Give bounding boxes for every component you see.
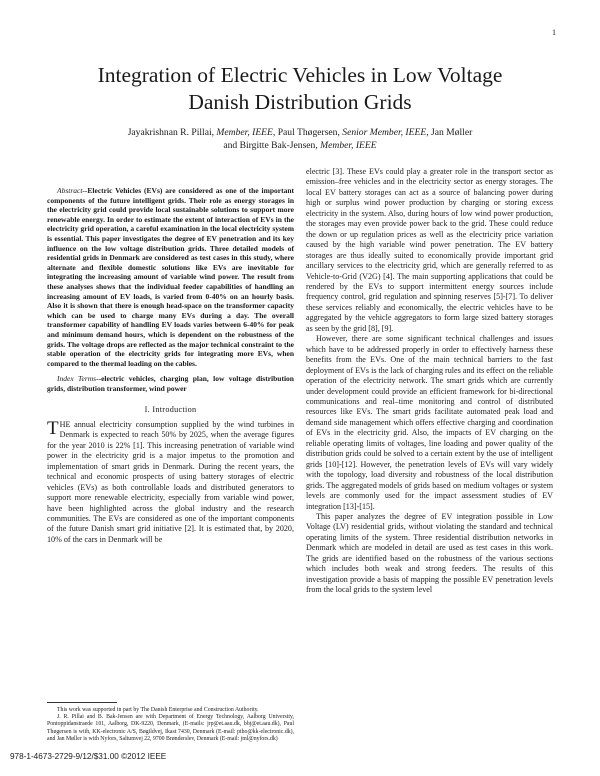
intro-text: HE annual electricity consumption supplied by the wind turbines in Denmark is expected to reach 50% by 2025, when the average figures for the year 2010 is 22% [1]. This increasing penetration of variable wind power in the electricity grid is a major impetus to the promotion and implementation of smart grids in Denmark. During the recent years, the technical and economic prospects of using battery storages of electric vehicles (EVs) as both controllable loads and distributed generators to support more renewable electricity, especially from variable wind power, have been highlighted across the global industry and the research communities. The EVs are considered as one of the important components of the future Danish smart grid initiative [2]. It is estimated that, by 2020, 10% of the cars in Denmark will be bbox=[47, 419, 294, 544]
abstract-text: --Electric Vehicles (EVs) are considered as one of the important components of the future intelligent grids. Their role as energy storages in the electricity grid could provide local sustainable solutions to support more renewable energy. In order to estimate the extent of interaction of EVs in the electricity grid operation, a careful examination in the local electricity system is essential. This paper investigates the degree of EV penetration and its key influence on the low voltage distribution grids. Three detailed models of residential grids in Denmark are considered as test cases in this study, where alternate and flexible domestic solutions like EVs are inevitable for integrating the increasing amount of variable wind power. The result from these analyses shows that the individual feeder capabilities of handling an increasing amount of EV loads, is varied from 0-40% on an hourly basis. Also it is shown that there is enough head-space on the transformer capacity which can be used to charge many EVs during a day. The overall transformer capability of handling EV loads varies between 6-40% for peak and minimum demand hours, which is dependent on the robustness of the grids. The voltage drops are reflected as the major technical constraint to the stable operation of the electricity grids for integrating more EVs, when compared to the thermal loading on the cables. bbox=[47, 186, 294, 368]
author-1-role: Member, IEEE bbox=[216, 127, 273, 138]
footnote-rule bbox=[47, 702, 117, 703]
left-column bbox=[47, 186, 294, 545]
copyright-footer: 978-1-4673-2729-9/12/$31.00 ©2012 IEEE bbox=[10, 752, 167, 761]
right-paragraph-3: This paper analyzes the degree of EV integration possible in Low Voltage (LV) residential grids, without violating the standard and technical operating limits of the system. Three residential distribution networks in Denmark which are modeled in detail are used as test cases in this work. The grids are identified based on the robustness of the various sections which includes both weak and strong feeders. The results of this investigation provide a basis of mapping the possible EV penetration levels from the local grids to the system level bbox=[306, 511, 553, 595]
title-line-2: Danish Distribution Grids bbox=[188, 90, 412, 114]
footnote-2: J. R. Pillai and B. Bak-Jensen are with Department of Energy Technology, Aalborg University, Pontoppidanstraede 101, Aalborg, DK-9220, Denmark, (E-mails: jrp@et.aau.dk, bbj@et.aau.dk), Paul Thøgersen is with, KK-electronic A/S, Bøgildvej, Ikast 7430, Denmark (E-mail: ptho@kk-electronic.dk), and Jan Møller is with Nyfors, Saltumvej 22, 9700 Brønderslev, Denmark (E-mail: jml@nyfors.dk) bbox=[47, 714, 294, 742]
author-4-role: Member, IEEE bbox=[320, 139, 377, 151]
index-terms-text: --electric vehicles, charging plan, low voltage distribution grids, distribution transformer, wind power bbox=[47, 374, 294, 393]
abstract-lead: Abstract bbox=[57, 186, 83, 195]
author-4: and Birgitte Bak-Jensen, bbox=[223, 139, 321, 151]
author-1: Jayakrishnan R. Pillai, bbox=[127, 127, 217, 138]
footnotes bbox=[47, 707, 294, 743]
section-heading-introduction: I. Introduction bbox=[144, 405, 197, 415]
authors-line-1 bbox=[40, 127, 560, 140]
paper-title bbox=[40, 62, 560, 116]
abstract bbox=[47, 186, 294, 368]
authors-line-2 bbox=[40, 140, 560, 153]
index-terms-lead: Index Terms bbox=[57, 374, 97, 384]
author-2: , Paul Thøgersen, bbox=[272, 127, 343, 138]
author-list bbox=[40, 127, 560, 152]
right-paragraph-2: However, there are some significant technical challenges and issues which have to be addressed properly in order to effectively harness these benefits from the EVs. One of the main technical barriers to the fast deployment of EVs is the lack of charging rules and its effect on the reliable operation of the electricity network. The smart grids which are currently under development could provide an efficient framework for bi-directional communications and real–time monitoring and control of distributed resources like EVs. The smart grids facilitate automated peak load and demand side management which offers effective charging and coordination of EVs in the electricity grid. Also, the impacts of EV charging on the reliable operating limits of voltages, line loading and power quality of the distribution grids could be solved to a certain extent by the use of intelligent grids [10]-[12]. However, the penetration levels of EVs will vary widely with the topology, load diversity and robustness of the local distribution grids. The aggregated models of grids based on medium voltages or system levels are commonly used for the impact assessment studies of EV integration [13]-[15]. bbox=[306, 334, 553, 511]
index-terms bbox=[47, 374, 294, 393]
author-3: , Jan Møller bbox=[426, 127, 473, 138]
intro-paragraph bbox=[47, 417, 294, 545]
author-2-role: Senior Member, IEEE bbox=[342, 127, 427, 138]
right-column bbox=[306, 167, 553, 596]
drop-cap: T bbox=[47, 417, 59, 439]
right-paragraph-1: electric [3]. These EVs could play a greater role in the transport sector as emission–free vehicles and in the electricity sector as energy storages. The local EV battery storages can act as a source of balancing power during high or surplus wind power production by charging or storing excess electricity in the system. Also, during hours of low wind power production, the storages may even provide power back to the grid. These could reduce the down or up regulation prices as well as the electricity price variation caused by the high variable wind power penetration. The EV battery storages are thus ideally suited to economically provide important grid ancillary services to the electricity grid, which are generally referred to as Vehicle-to-Grid (V2G) [4]. The main supporting applications that could be rendered by the EVs to support intermittent energy sources include frequency control, grid regulation and spinning reserves [5]-[7]. To deliver these services reliably and economically, the electric vehicles have to be aggregated by the vehicle aggregators to form large sized battery storages as seen by the grid [8], [9]. bbox=[306, 167, 553, 333]
footnote-1: This work was supported in part by The Danish Enterprise and Construction Authority. bbox=[57, 707, 259, 713]
page-number: 1 bbox=[552, 28, 556, 37]
title-line-1: Integration of Electric Vehicles in Low Voltage bbox=[97, 63, 503, 87]
